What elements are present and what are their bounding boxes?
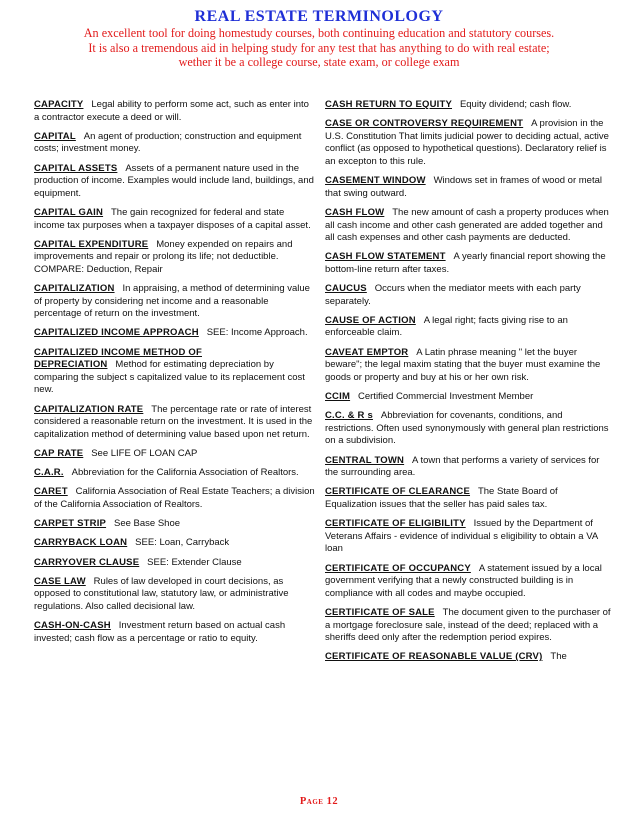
- entry-term: CERTIFICATE OF CLEARANCE: [325, 486, 471, 498]
- glossary-entry: [34, 620, 316, 645]
- entry-term: CAPITALIZED INCOME APPROACH: [34, 327, 199, 339]
- entry-definition: In appraising, a method of determining value of property by considering net income and a reasonable percentage of return on the investment.: [34, 283, 310, 320]
- entry-definition: Legal ability to perform some act, such as enter into a contractor execute a deed or will.: [34, 99, 309, 123]
- glossary-entry: [325, 283, 611, 308]
- glossary-entry: [325, 563, 611, 601]
- entry-term: CARRYBACK LOAN: [34, 537, 128, 549]
- glossary-entry: [34, 518, 316, 531]
- entry-term: CAPITALIZATION: [34, 283, 115, 295]
- glossary-entry: [325, 175, 611, 200]
- page-title: REAL ESTATE TERMINOLOGY: [194, 8, 444, 25]
- glossary-entry: [325, 315, 611, 340]
- entry-term: CENTRAL TOWN: [325, 454, 405, 466]
- left-column: [34, 99, 316, 652]
- entry-term: CARET: [34, 486, 68, 498]
- entry-term: CAPITAL GAIN: [34, 206, 104, 218]
- subtitle-line-3: wether it be a college course, state exam, or college exam: [178, 55, 460, 69]
- subtitle-line-2: It is also a tremendous aid in helping study for any test that has anything to do with real estate;: [88, 40, 550, 55]
- entry-term: CASE OR CONTROVERSY REQUIREMENT: [325, 118, 524, 130]
- glossary-entry: [34, 347, 316, 397]
- glossary-entry: [34, 537, 316, 550]
- entry-term: CAPITALIZED INCOME METHOD OF DEPRECIATION: [34, 346, 202, 371]
- glossary-entry: [325, 347, 611, 385]
- entry-definition: A statement issued by a local government verifying that a newly constructed building is in compliance with all codes and maybe occupied.: [325, 562, 602, 599]
- entry-term: CERTIFICATE OF ELIGIBILITY: [325, 518, 466, 530]
- glossary-entry: [325, 651, 611, 664]
- glossary-entry: [34, 557, 316, 570]
- entry-definition: Windows set in frames of wood or metal that swing outward.: [325, 175, 602, 199]
- entry-term: CASE LAW: [34, 575, 86, 587]
- entry-term: CASH RETURN TO EQUITY: [325, 99, 453, 110]
- glossary-entry: [325, 607, 611, 645]
- entry-term: CASEMENT WINDOW: [325, 175, 426, 187]
- glossary-entry: [34, 239, 316, 277]
- entry-term: CERTIFICATE OF SALE: [325, 606, 435, 618]
- glossary-entry: [34, 207, 316, 232]
- entry-definition: A yearly financial report showing the bottom-line return after taxes.: [325, 251, 606, 275]
- entry-definition: The gain recognized for federal and state income tax purposes when a taxpayer disposes of a capital asset.: [34, 206, 311, 231]
- glossary-entry: [325, 410, 611, 448]
- glossary-entry: [34, 448, 316, 461]
- entry-definition: A provision in the U.S. Constitution That limits judicial power to deciding actual, active conflict (as opposed to hypothetical questions). Declaratory relief is an excepton to this rule.: [325, 118, 609, 167]
- right-column: [325, 99, 611, 670]
- entry-definition: SEE: Income Approach.: [206, 327, 308, 339]
- entry-definition: A Latin phrase meaning " let the buyer beware"; the legal maxim stating that the buyer must examine the goods or property and buy at his or her own risk.: [325, 346, 601, 383]
- entry-term: CASH FLOW STATEMENT: [325, 251, 446, 263]
- entry-definition: The document given to the purchaser of a mortgage foreclosure sale, instead of the deed; replaced with a sheriffs deed only after the redemption period expires.: [325, 606, 611, 644]
- glossary-entry: [34, 327, 316, 340]
- entry-definition: See Base Shoe: [114, 518, 181, 530]
- glossary-entry: [34, 283, 316, 321]
- entry-term: CASH FLOW: [325, 206, 385, 218]
- entry-definition: Abbreviation for covenants, conditions, and restrictions. Often used synonymously with general plan restrictions on a subdivision.: [325, 410, 609, 447]
- entry-definition: Rules of law developed in court decisions, as opposed to constitutional law, statutory law, or administrative regulations. Also called decisional law.: [34, 575, 289, 612]
- glossary-entry: [34, 404, 316, 442]
- entry-term: CAUSE OF ACTION: [325, 314, 416, 326]
- glossary-entry: [325, 207, 611, 245]
- glossary-entry: [34, 163, 316, 201]
- entry-definition: The State Board of Equalization issues that the seller has paid sales tax.: [325, 486, 558, 510]
- entry-definition: SEE: Extender Clause: [147, 556, 242, 568]
- entry-definition: The: [550, 651, 567, 663]
- glossary-entry: [325, 118, 611, 168]
- subtitle-line-1: An excellent tool for doing homestudy courses, both continuing education and statutory courses.: [83, 26, 555, 40]
- entry-definition: Investment return based on actual cash invested; cash flow as a percentage or ratio to equity.: [34, 620, 286, 644]
- entry-term: C.A.R.: [34, 467, 64, 479]
- entry-term: CAUCUS: [325, 283, 367, 295]
- glossary-entry: [325, 99, 611, 112]
- entry-term: CAPITALIZATION RATE: [34, 403, 144, 415]
- entry-definition: An agent of production; construction and equipment costs; investment money.: [34, 130, 302, 155]
- entry-definition: Equity dividend; cash flow.: [459, 99, 572, 110]
- entry-definition: Abbreviation for the California Association of Realtors.: [71, 467, 299, 479]
- entry-term: CAPITAL EXPENDITURE: [34, 238, 149, 250]
- entry-term: CERTIFICATE OF OCCUPANCY: [325, 562, 471, 574]
- entry-term: CAPACITY: [34, 99, 84, 110]
- entry-definition: Issued by the Department of Veterans Affairs - evidence of individual s eligibility to obtain a VA loan: [325, 518, 598, 555]
- entry-definition: A legal right; facts giving rise to an enforceable claim.: [325, 314, 568, 339]
- glossary-entry: [325, 486, 611, 511]
- entry-definition: The percentage rate or rate of interest considered a reasonable return on the investment. It is used in the capitalization method of determining value based upon net return.: [34, 403, 313, 440]
- entry-definition: California Association of Real Estate Teachers; a division of the California Association of Realtors.: [34, 486, 315, 510]
- page-header: [0, 8, 638, 70]
- entry-term: CAVEAT EMPTOR: [325, 346, 409, 358]
- glossary-entry: [34, 576, 316, 614]
- glossary-entry: [34, 131, 316, 156]
- entry-term: CARPET STRIP: [34, 518, 107, 530]
- glossary-entry: [325, 455, 611, 480]
- glossary-entry: [325, 251, 611, 276]
- glossary-entry: [325, 391, 611, 404]
- entry-term: CAP RATE: [34, 448, 84, 459]
- page-number: Page 12: [299, 796, 339, 807]
- entry-definition: See LIFE OF LOAN CAP: [91, 448, 198, 459]
- entry-definition: SEE: Loan, Carryback: [135, 537, 230, 549]
- entry-definition: A town that performs a variety of services for the surrounding area.: [325, 454, 600, 479]
- entry-term: CCIM: [325, 391, 351, 403]
- entry-definition: The new amount of cash a property produces when all cash income and other cash generated are added together and all cash expenses and other cash payments are deducted.: [325, 206, 609, 244]
- entry-definition: Money expended on repairs and improvements and repair or prolong its life; not deductible. COMPARE: Deduction, Repair: [34, 238, 293, 275]
- entry-term: CASH-ON-CASH: [34, 620, 111, 632]
- glossary-entry: [34, 99, 316, 124]
- entry-term: CERTIFICATE OF REASONABLE VALUE (CRV): [325, 651, 543, 663]
- entry-term: CAPITAL: [34, 130, 76, 142]
- entry-term: C.C. & R s: [325, 410, 373, 422]
- glossary-entry: [34, 467, 316, 480]
- entry-term: CARRYOVER CLAUSE: [34, 556, 140, 568]
- entry-definition: Method for estimating depreciation by comparing the subject s capitalized value to its replacement cost new.: [34, 359, 305, 396]
- entry-definition: Assets of a permanent nature used in the production of income. Examples would include land, buildings, and equipment.: [34, 162, 314, 199]
- entry-term: CAPITAL ASSETS: [34, 162, 118, 174]
- entry-definition: Certified Commercial Investment Member: [358, 391, 534, 403]
- glossary-entry: [34, 486, 316, 511]
- glossary-entry: [325, 518, 611, 556]
- entry-definition: Occurs when the mediator meets with each party separately.: [325, 283, 581, 307]
